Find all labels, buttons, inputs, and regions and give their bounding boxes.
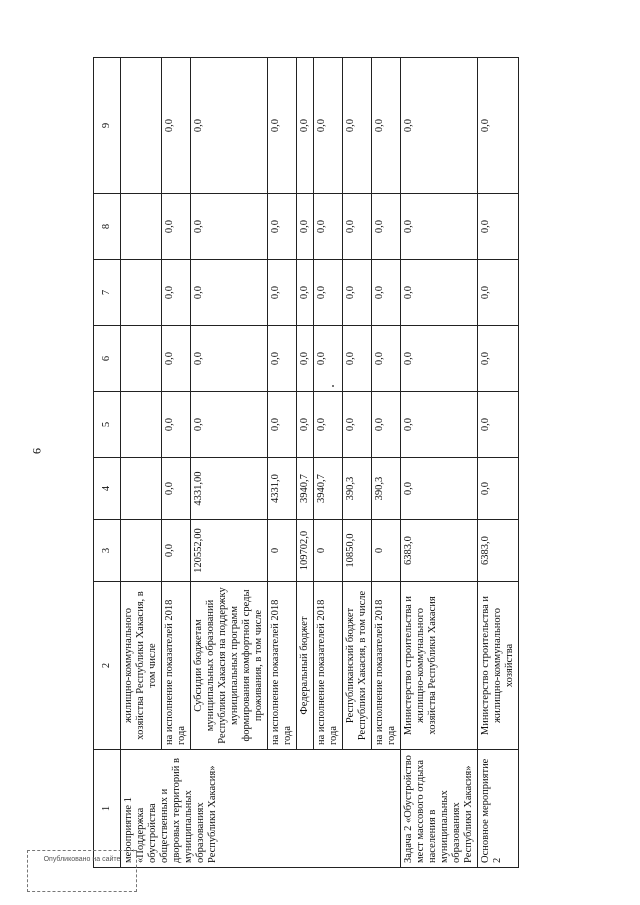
- value-cell: 109702,0: [297, 520, 314, 582]
- value-cell: 0,0: [191, 392, 268, 458]
- value-cell: 0,0: [162, 458, 191, 520]
- table-row: [268, 58, 297, 868]
- value-cell: 0,0: [401, 58, 478, 194]
- value-cell: 0,0: [314, 326, 343, 392]
- value-cell: 0,0: [268, 326, 297, 392]
- value-cell: 0,0: [478, 392, 519, 458]
- value-cell: 0,0: [268, 194, 297, 260]
- table-row: [314, 58, 343, 868]
- header-cell: 2: [94, 582, 121, 750]
- value-cell: 0,0: [343, 194, 372, 260]
- header-cell: 1: [94, 750, 121, 868]
- header-cell: 5: [94, 392, 121, 458]
- value-cell: 0,0: [314, 392, 343, 458]
- value-cell: 0,0: [268, 58, 297, 194]
- value-cell: 0: [372, 520, 401, 582]
- value-cell: 0,0: [314, 260, 343, 326]
- value-cell: 0,0: [478, 260, 519, 326]
- value-cell: [121, 326, 162, 392]
- table-row: [297, 58, 314, 868]
- value-cell: 0,0: [191, 58, 268, 194]
- description-cell: Республиканский бюджет Республики Хакасия, в том числе: [343, 582, 372, 750]
- value-cell: 0,0: [297, 326, 314, 392]
- value-cell: 0,0: [401, 326, 478, 392]
- value-cell: 0,0: [343, 260, 372, 326]
- value-cell: 4331,00: [191, 458, 268, 520]
- value-cell: 0,0: [478, 326, 519, 392]
- value-cell: 0,0: [191, 194, 268, 260]
- value-cell: 0,0: [372, 326, 401, 392]
- value-cell: 0,0: [162, 392, 191, 458]
- value-cell: 390,3: [343, 458, 372, 520]
- value-cell: 0,0: [372, 194, 401, 260]
- value-cell: 0,0: [401, 458, 478, 520]
- table-row: [121, 58, 162, 868]
- description-cell: Министерство строительства и жилищно-коммунального хозяйства: [478, 582, 519, 750]
- value-cell: 0,0: [268, 260, 297, 326]
- value-cell: 0: [314, 520, 343, 582]
- value-cell: 0,0: [401, 194, 478, 260]
- value-cell: [121, 58, 162, 194]
- value-cell: 0,0: [162, 194, 191, 260]
- value-cell: 0,0: [372, 58, 401, 194]
- value-cell: 0,0: [297, 260, 314, 326]
- table-row: [401, 58, 478, 868]
- table-row: [372, 58, 401, 868]
- value-cell: 390,3: [372, 458, 401, 520]
- value-cell: 0,0: [372, 392, 401, 458]
- value-cell: 6383,0: [478, 520, 519, 582]
- value-cell: 0,0: [162, 58, 191, 194]
- table-row: [478, 58, 519, 868]
- value-cell: 0,0: [343, 392, 372, 458]
- description-cell: на исполнение показателей 2018 года: [372, 582, 401, 750]
- value-cell: 0,0: [268, 392, 297, 458]
- header-cell: 4: [94, 458, 121, 520]
- value-cell: [121, 260, 162, 326]
- rotated-table-container: [93, 58, 618, 868]
- description-cell: Федеральный бюджет: [297, 582, 314, 750]
- value-cell: 3940,7: [297, 458, 314, 520]
- value-cell: 0,0: [478, 194, 519, 260]
- value-cell: 120552,00: [191, 520, 268, 582]
- value-cell: [121, 392, 162, 458]
- value-cell: [121, 194, 162, 260]
- header-cell: 8: [94, 194, 121, 260]
- stamp-text: Опубликовано на сайте: [43, 856, 121, 863]
- budget-table: [93, 57, 519, 868]
- value-cell: 10850,0: [343, 520, 372, 582]
- value-cell: 0,0: [314, 194, 343, 260]
- value-cell: 0,0: [297, 392, 314, 458]
- value-cell: 6383,0: [401, 520, 478, 582]
- value-cell: [121, 520, 162, 582]
- table-row: [191, 58, 268, 868]
- activity-name-cell: мероприятие 1 «Поддержка обустройства общественных и дворовых территорий в муниципальных образованиях Республики Хакасия»: [121, 750, 401, 868]
- header-cell: 7: [94, 260, 121, 326]
- value-cell: 0,0: [162, 520, 191, 582]
- description-cell: на исполнение показателей 2018 года: [314, 582, 343, 750]
- task-name-cell: Задача 2 «Обустройство мест массового отдыха населения в муниципальных образованиях Республики Хакасия»: [401, 750, 478, 868]
- value-cell: 0,0: [372, 260, 401, 326]
- description-cell: Субсидии бюджетам муниципальных образований Республики Хакасия на поддержку муниципальных программ формирования комфортной среды проживания, в том числе: [191, 582, 268, 750]
- header-cell: 3: [94, 520, 121, 582]
- publication-stamp: [27, 850, 137, 892]
- value-cell: 0,0: [401, 392, 478, 458]
- value-cell: 0,0: [343, 326, 372, 392]
- description-cell: на исполнение показателей 2018 года: [162, 582, 191, 750]
- value-cell: 0,0: [478, 58, 519, 194]
- value-cell: 3940,7: [314, 458, 343, 520]
- value-cell: 0,0: [314, 58, 343, 194]
- value-cell: 0,0: [162, 326, 191, 392]
- table-row: [162, 58, 191, 868]
- description-cell: жилищно-коммунального хозяйства Республики Хакасия, в том числе: [121, 582, 162, 750]
- description-cell: на исполнение показателей 2018 года: [268, 582, 297, 750]
- table-row: [343, 58, 372, 868]
- value-cell: 0,0: [191, 260, 268, 326]
- value-cell: 0,0: [343, 58, 372, 194]
- header-cell: 6: [94, 326, 121, 392]
- activity-name-cell: Основное мероприятие 2: [478, 750, 519, 868]
- value-cell: 0,0: [401, 260, 478, 326]
- value-cell: 4331,0: [268, 458, 297, 520]
- header-cell: 9: [94, 58, 121, 194]
- description-cell: Министерство строительства и жилищно-коммунального хозяйства Республики Хакасия: [401, 582, 478, 750]
- value-cell: 0,0: [191, 326, 268, 392]
- value-cell: 0,0: [478, 458, 519, 520]
- value-cell: 0,0: [297, 58, 314, 194]
- value-cell: 0: [268, 520, 297, 582]
- page-number: 9: [30, 448, 44, 454]
- value-cell: [121, 458, 162, 520]
- value-cell: 0,0: [162, 260, 191, 326]
- header-row: [94, 58, 121, 868]
- value-cell: 0,0: [297, 194, 314, 260]
